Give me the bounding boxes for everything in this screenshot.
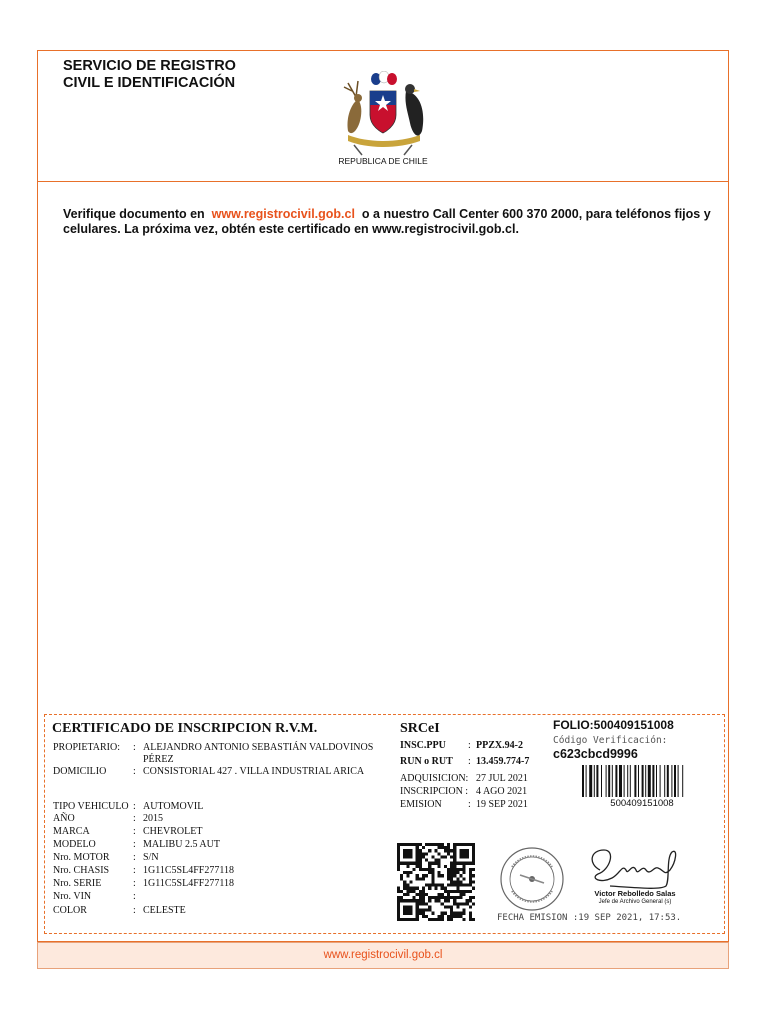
serial-row: Nro. SERIE : 1G11C5SL4FF277118 (53, 878, 234, 889)
motor-row: Nro. MOTOR : S/N (53, 852, 159, 863)
srcei-label: SRCeI (400, 721, 440, 736)
footer-url[interactable]: www.registrocivil.gob.cl (37, 942, 729, 969)
barcode-number: 500409151008 (610, 798, 674, 809)
vin-row: Nro. VIN : (53, 891, 136, 902)
certificate-box (44, 714, 725, 934)
republic-label: REPUBLICA DE CHILE (338, 156, 428, 166)
coat-of-arms-icon (328, 71, 438, 161)
model-row: MODELO : MALIBU 2.5 AUT (53, 839, 220, 850)
emission-date: FECHA EMISION :19 SEP 2021, 17:53. (497, 913, 682, 923)
acquisition-row: ADQUISICION: 27 JUL 2021 (400, 773, 528, 784)
owner-row: PROPIETARIO: : ALEJANDRO ANTONIO SEBASTIÁN VALDOVINOS PÉREZ (53, 742, 374, 765)
registro-civil-link[interactable]: www.registrocivil.gob.cl (211, 207, 355, 221)
plate-row: INSC.PPU : PPZX.94-2 (400, 740, 523, 751)
chassis-row: Nro. CHASIS : 1G11C5SL4FF277118 (53, 865, 234, 876)
signature-icon (580, 840, 690, 892)
signer-block (565, 890, 705, 906)
inscription-row: INSCRIPCION : 4 AGO 2021 (400, 786, 528, 797)
signer-name: Victor Rebolledo Salas (594, 889, 676, 898)
verification-code: c623cbcd9996 (553, 747, 638, 761)
signer-role: Jefe de Archivo General (s) (598, 899, 672, 905)
vehicle-type-row: TIPO VEHICULO : AUTOMOVIL (53, 801, 204, 812)
address-row: DOMICILIO : CONSISTORIAL 427 . VILLA INDUSTRIAL ARICA (53, 766, 365, 777)
emission-row: EMISION : 19 SEP 2021 (400, 799, 528, 810)
certificate-title: CERTIFICADO DE INSCRIPCION R.V.M. (52, 721, 318, 736)
verification-notice: Verifique documento en www.registrocivil.gob.cl o a nuestro Call Center 600 370 2000, para teléfonos fijos y celulares. La próxima vez, obtén este certificado en www.registrocivil.gob.cl. (63, 207, 711, 236)
folio-number: FOLIO:500409151008 (553, 718, 674, 732)
verification-label: Código Verificación: (553, 735, 668, 746)
brand-row: MARCA : CHEVROLET (53, 826, 203, 837)
color-row: COLOR : CELESTE (53, 905, 186, 916)
year-row: AÑO : 2015 (53, 813, 163, 824)
organization-name: SERVICIO DE REGISTRO CIVIL E IDENTIFICACIÓN (63, 58, 236, 91)
barcode-icon (582, 765, 702, 797)
run-row: RUN o RUT : 13.459.774-7 (400, 756, 530, 767)
document-header (38, 51, 728, 182)
qr-code-icon (397, 843, 475, 921)
official-stamp-icon (498, 845, 566, 913)
